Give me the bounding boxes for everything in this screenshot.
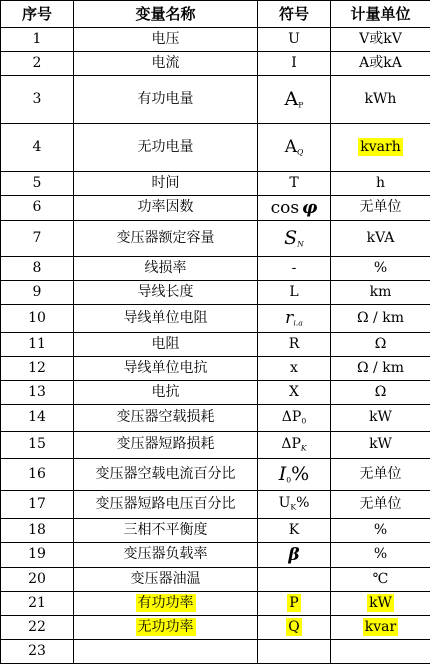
symbol-main: r [285, 308, 293, 328]
variable-symbol: K [258, 519, 331, 543]
variable-symbol [258, 592, 331, 616]
variable-symbol: L [258, 281, 331, 305]
variable-name: 电流 [74, 52, 258, 76]
row-number: 13 [1, 381, 74, 405]
row-number: 5 [1, 172, 74, 196]
header-row [1, 1, 430, 28]
symbol-sub: K [290, 503, 296, 512]
symbol-main: A [285, 137, 297, 157]
variable-name: 电抗 [74, 381, 258, 405]
variable-unit [331, 124, 430, 172]
variable-name: 电压 [74, 28, 258, 52]
row-number: 6 [1, 196, 74, 221]
row-number: 8 [1, 257, 74, 281]
variable-name: 时间 [74, 172, 258, 196]
row-number: 1 [1, 28, 74, 52]
row-number: 4 [1, 124, 74, 172]
variable-unit: 无单位 [331, 491, 430, 519]
highlighted-symbol: P [287, 594, 300, 612]
symbol-percent: % [296, 495, 309, 511]
variable-unit: 无单位 [331, 459, 430, 491]
row-number: 19 [1, 543, 74, 568]
variable-unit: kW [331, 432, 430, 459]
variable-symbol [258, 432, 331, 459]
variable-unit [331, 592, 430, 616]
highlighted-unit: kvarh [358, 138, 402, 156]
variable-unit: % [331, 257, 430, 281]
table-row [1, 172, 430, 196]
symbol-main: S [284, 227, 297, 249]
row-number: 7 [1, 221, 74, 257]
variable-unit: Ω / km [331, 305, 430, 333]
table-row [1, 519, 430, 543]
table-row [1, 333, 430, 357]
variable-name: 三相不平衡度 [74, 519, 258, 543]
highlighted-unit: kvar [363, 618, 398, 636]
table-row [1, 592, 430, 616]
variable-unit: % [331, 543, 430, 568]
highlighted-name: 无功功率 [136, 618, 196, 636]
row-number: 2 [1, 52, 74, 76]
variable-symbol [258, 459, 331, 491]
variable-symbol: β [258, 543, 331, 568]
symbol-main: cos [271, 198, 299, 218]
table-row [1, 357, 430, 381]
variable-name: 无功电量 [74, 124, 258, 172]
row-number: 17 [1, 491, 74, 519]
table-row [1, 28, 430, 52]
row-number: 12 [1, 357, 74, 381]
header-unit: 计量单位 [331, 1, 430, 28]
variable-symbol [258, 76, 331, 124]
variable-unit: km [331, 281, 430, 305]
highlighted-unit: kW [367, 594, 394, 612]
variable-unit: 无单位 [331, 196, 430, 221]
variable-name: 有功电量 [74, 76, 258, 124]
variable-symbol: - [258, 257, 331, 281]
table-row [1, 491, 430, 519]
variable-unit: h [331, 172, 430, 196]
symbol-sub: 0 [301, 417, 306, 426]
row-number: 16 [1, 459, 74, 491]
variable-symbol [258, 196, 331, 221]
table-row [1, 459, 430, 491]
table-row [1, 543, 430, 568]
variable-name: 变压器短路损耗 [74, 432, 258, 459]
variable-symbol: x [258, 357, 331, 381]
symbol-sub: i.a [293, 319, 303, 328]
table-row [1, 432, 430, 459]
row-number: 10 [1, 305, 74, 333]
variable-name: 导线单位电抗 [74, 357, 258, 381]
table-row [1, 257, 430, 281]
variable-symbol [258, 568, 331, 592]
table-row [1, 305, 430, 333]
table-row [1, 76, 430, 124]
table-row [1, 221, 430, 257]
variable-symbol: X [258, 381, 331, 405]
variable-name: 功率因数 [74, 196, 258, 221]
symbol-percent: % [291, 463, 309, 485]
variable-symbol [258, 221, 331, 257]
table-row [1, 568, 430, 592]
row-number: 14 [1, 405, 74, 432]
header-no: 序号 [1, 1, 74, 28]
variable-unit: % [331, 519, 430, 543]
row-number: 15 [1, 432, 74, 459]
table-row [1, 281, 430, 305]
variable-name: 变压器油温 [74, 568, 258, 592]
table-row [1, 196, 430, 221]
variable-symbol [258, 616, 331, 640]
variable-symbol [258, 491, 331, 519]
row-number: 9 [1, 281, 74, 305]
variable-symbol: I [258, 52, 331, 76]
variable-name: 电阻 [74, 333, 258, 357]
row-number: 22 [1, 616, 74, 640]
header-name: 变量名称 [74, 1, 258, 28]
variable-unit: ℃ [331, 568, 430, 592]
variable-name: 线损率 [74, 257, 258, 281]
symbol-main: ΔP [281, 436, 301, 452]
variable-name: 变压器空载电流百分比 [74, 459, 258, 491]
symbol-sub: Q [297, 148, 303, 157]
row-number: 21 [1, 592, 74, 616]
variable-unit: Ω [331, 333, 430, 357]
variable-unit: kWh [331, 76, 430, 124]
variable-name: 导线长度 [74, 281, 258, 305]
variable-unit: Ω / km [331, 357, 430, 381]
variable-unit: kVA [331, 221, 430, 257]
header-symbol: 符号 [258, 1, 331, 28]
variable-unit: V或kV [331, 28, 430, 52]
symbol-sub: K [301, 444, 307, 453]
variable-unit: kW [331, 405, 430, 432]
variable-name: 导线单位电阻 [74, 305, 258, 333]
variable-name: 变压器额定容量 [74, 221, 258, 257]
variable-symbol: R [258, 333, 331, 357]
variable-symbol [258, 124, 331, 172]
symbol-sub: 0 [286, 476, 291, 485]
table-row [1, 405, 430, 432]
variable-name: 变压器短路电压百分比 [74, 491, 258, 519]
table-row [1, 52, 430, 76]
highlighted-name: 有功功率 [136, 594, 196, 612]
variable-unit: A或kA [331, 52, 430, 76]
variable-unit [331, 616, 430, 640]
variable-symbol: T [258, 172, 331, 196]
variable-name [74, 616, 258, 640]
variable-name: 变压器负载率 [74, 543, 258, 568]
row-number: 3 [1, 76, 74, 124]
variable-name [74, 592, 258, 616]
table-row [1, 616, 430, 640]
symbol-main: ΔP [282, 409, 302, 425]
variable-symbol [258, 305, 331, 333]
table-row [1, 381, 430, 405]
row-number: 23 [1, 640, 74, 664]
row-number: 18 [1, 519, 74, 543]
row-number: 11 [1, 333, 74, 357]
symbol-phi: φ [302, 198, 317, 218]
variable-unit: Ω [331, 381, 430, 405]
symbol-main: U [279, 495, 291, 511]
table-row [1, 124, 430, 172]
variable-name: 变压器空载损耗 [74, 405, 258, 432]
variable-symbol: U [258, 28, 331, 52]
highlighted-symbol: Q [286, 618, 301, 636]
symbol-sub: N [297, 240, 304, 249]
symbol-main: I [279, 463, 287, 485]
symbol-main: A [285, 88, 299, 110]
symbol-sub: P [298, 101, 303, 110]
variable-symbol [258, 405, 331, 432]
row-number: 20 [1, 568, 74, 592]
